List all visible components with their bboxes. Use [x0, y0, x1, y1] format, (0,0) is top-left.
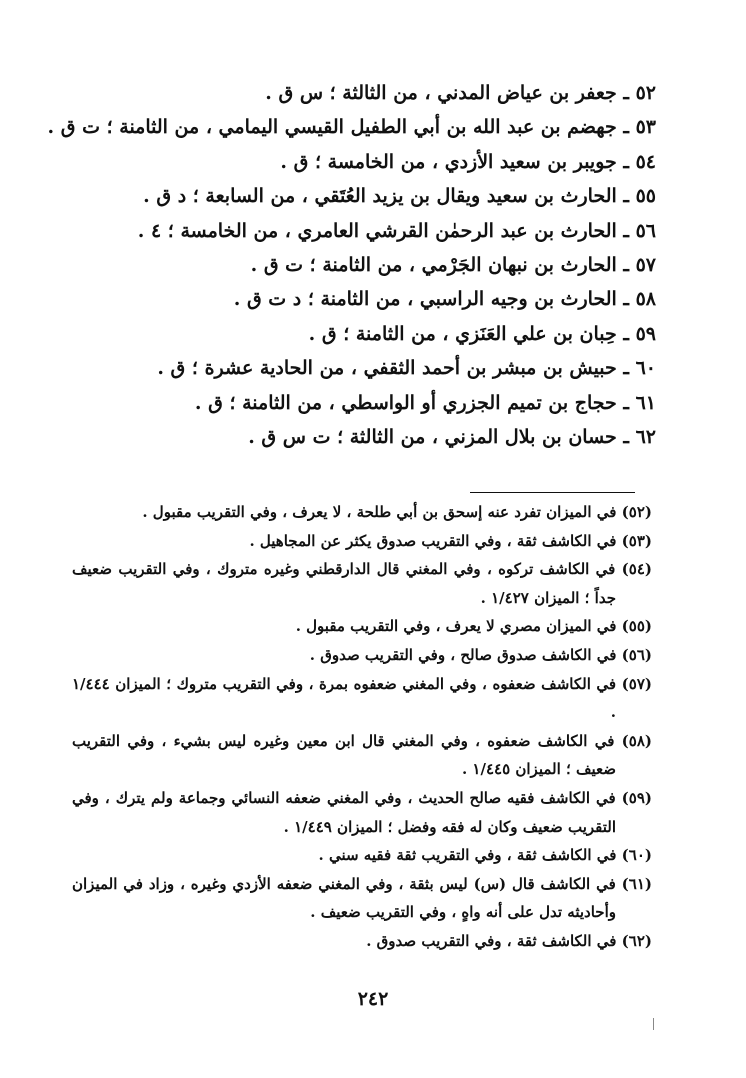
footnote: (٦٢) في الكاشف ثقة ، وفي التقريب صدوق . — [366, 931, 652, 950]
footnote: (٥٣) في الكاشف ثقة ، وفي التقريب صدوق يكثر عن المجاهيل . — [249, 531, 652, 550]
footnote: (٥٨) في الكاشف ضعفوه ، وفي المغني قال ابن معين وغيره ليس بشيء ، وفي التقريب ضعيف ؛ الميزان ١/٤٤٥ . — [72, 731, 652, 779]
page-number: ٢٤٢ — [357, 988, 389, 1010]
narrator-entry: ٦٠ ـ حبيش بن مبشر بن أحمد الثقفي ، من الحادية عشرة ؛ ق . — [157, 357, 656, 380]
narrator-entry: ٦٢ ـ حسان بن بلال المزني ، من الثالثة ؛ ت س ق . — [248, 426, 656, 449]
narrator-entry: ٥٣ ـ جهضم بن عبد الله بن أبي الطفيل القيسي اليمامي ، من الثامنة ؛ ت ق . — [47, 116, 656, 139]
narrator-entry: ٥٩ ـ حِبان بن علي العَنَزي ، من الثامنة ؛ ق . — [308, 322, 656, 345]
footnote: (٥٧) في الكاشف ضعفوه ، وفي المغني ضعفوه بمرة ، وفي التقريب متروك ؛ الميزان ١/٤٤٤ . — [72, 674, 652, 722]
narrator-entry: ٥٧ ـ الحارث بن نبهان الجَرْمي ، من الثامنة ؛ ت ق . — [250, 254, 656, 277]
footnote: (٦١) في الكاشف قال (س) ليس بثقة ، وفي المغني ضعفه الأزدي وغيره ، وزاد في الميزان وأحاديثه تدل على أنه واهٍ ، وفي التقريب ضعيف . — [72, 874, 652, 922]
narrator-entry: ٥٢ ـ جعفر بن عياض المدني ، من الثالثة ؛ س ق . — [265, 82, 656, 104]
narrator-list — [47, 76, 656, 454]
scan-edge-mark — [653, 1018, 654, 1030]
narrator-entry: ٥٨ ـ الحارث بن وجيه الراسبي ، من الثامنة ؛ د ت ق . — [233, 288, 656, 311]
narrator-entry: ٥٦ ـ الحارث بن عبد الرحمٰن القرشي العامري ، من الخامسة ؛ ٤ . — [137, 219, 656, 242]
footnote-divider — [470, 492, 635, 493]
footnote: (٥٥) في الميزان مصري لا يعرف ، وفي التقريب مقبول . — [295, 617, 652, 636]
narrator-entry: ٦١ ـ حجاج بن تميم الجزري أو الواسطي ، من الثامنة ؛ ق . — [194, 391, 656, 414]
footnotes-list — [72, 498, 652, 956]
narrator-entry: ٥٥ ـ الحارث بن سعيد ويقال بن يزيد العُتَقي ، من السابعة ؛ د ق . — [143, 185, 656, 208]
footnote: (٥٦) في الكاشف صدوق صالح ، وفي التقريب صدوق . — [309, 645, 652, 664]
footnote: (٥٤) في الكاشف تركوه ، وفي المغني قال الدارقطني وغيره متروك ، وفي التقريب ضعيف جداً ؛ الميزان ١/٤٢٧ . — [72, 560, 652, 607]
footnote: (٦٠) في الكاشف ثقة ، وفي التقريب ثقة فقيه سني . — [318, 846, 652, 865]
narrator-entry: ٥٤ ـ جويبر بن سعيد الأزدي ، من الخامسة ؛ ق . — [280, 150, 656, 173]
footnote: (٥٩) في الكاشف فقيه صالح الحديث ، وفي المغني ضعفه النسائي وجماعة ولم يترك ، وفي التقريب ضعيف وكان له فقه وفضل ؛ الميزان ١/٤٤٩ . — [72, 788, 652, 836]
footnote: (٥٢) في الميزان تفرد عنه إسحق بن أبي طلحة ، لا يعرف ، وفي التقريب مقبول . — [142, 503, 652, 521]
